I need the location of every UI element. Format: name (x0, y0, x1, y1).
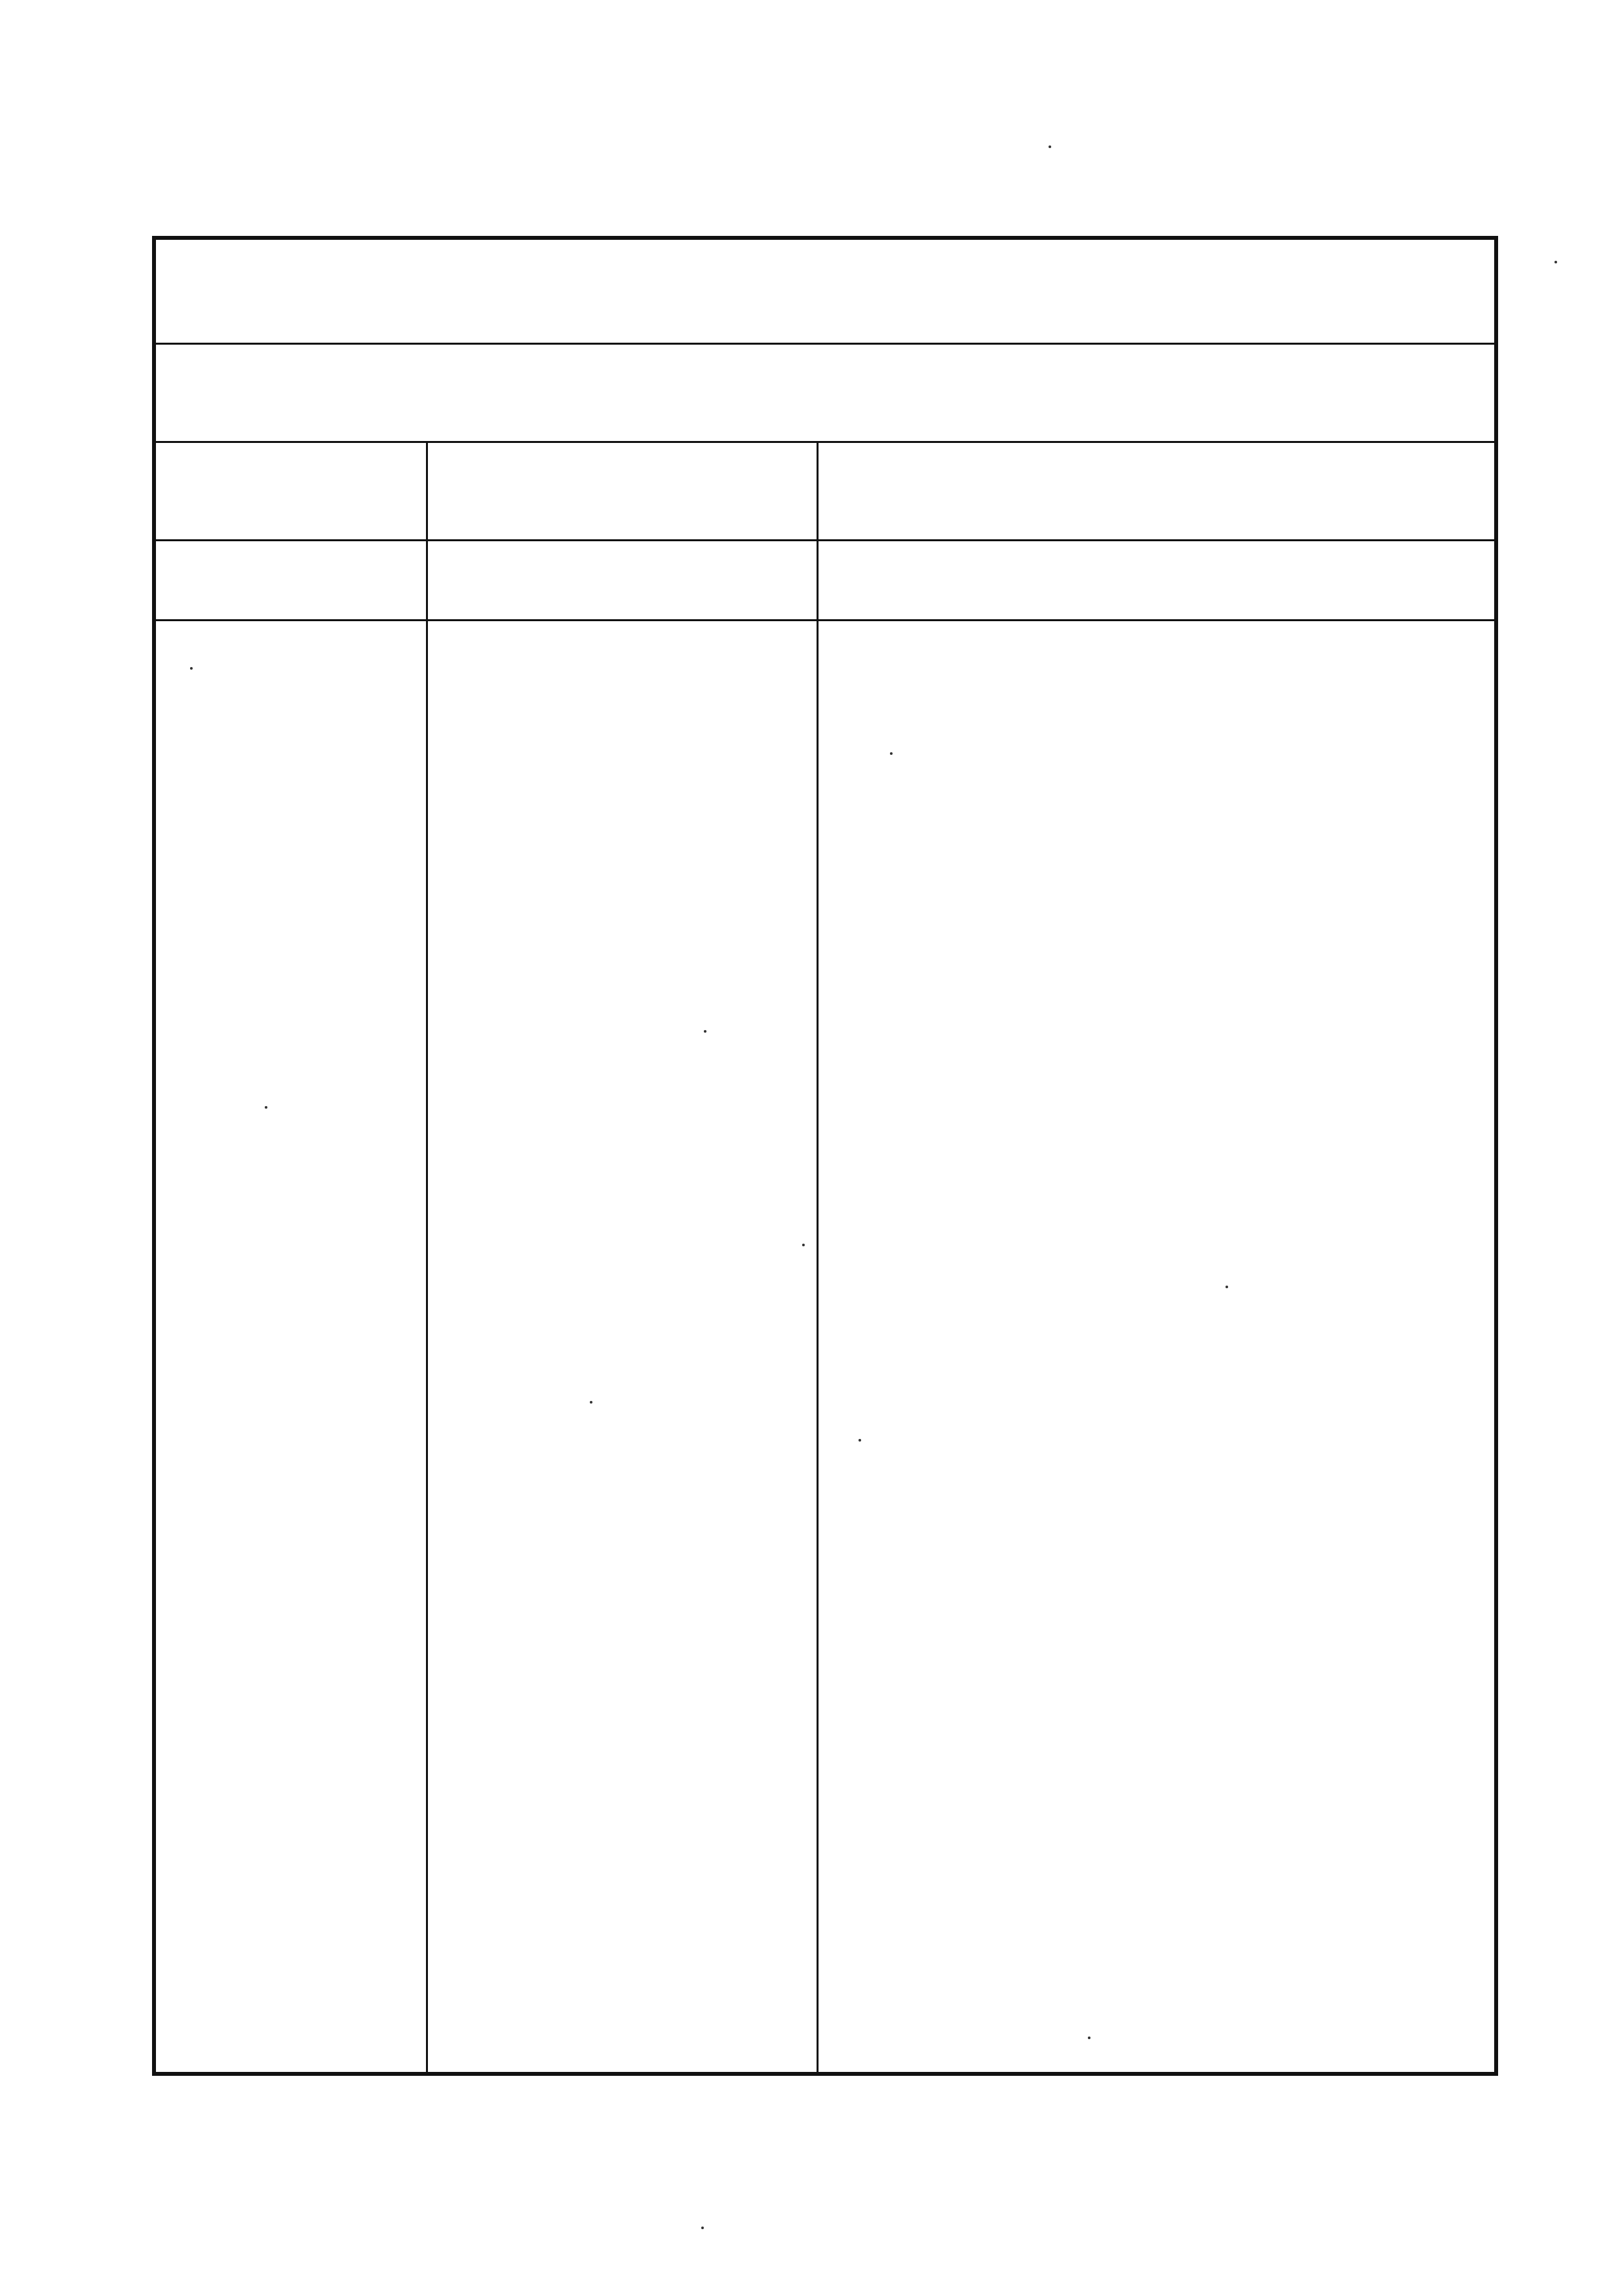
scan-speck (1554, 261, 1557, 263)
scan-speck (1088, 2037, 1090, 2039)
scan-speck (1225, 1286, 1228, 1288)
entry-change-content (823, 541, 1485, 619)
entry-change-item (161, 541, 423, 619)
form-title (156, 240, 1494, 345)
usage-permit-change-form (152, 236, 1498, 2076)
table-row-entry-1 (156, 541, 1494, 621)
scan-speck (704, 1030, 706, 1033)
section-title (156, 345, 1494, 443)
scan-speck (802, 1244, 805, 1246)
scan-speck (590, 1401, 592, 1404)
header-change-content (823, 443, 1489, 541)
scan-speck (265, 1106, 267, 1109)
column-divider-1 (426, 443, 428, 2072)
header-change-item (163, 443, 422, 541)
table-header-row (156, 443, 1494, 541)
header-approval-number (434, 443, 811, 541)
scan-speck (190, 667, 193, 670)
scan-speck (1049, 145, 1051, 148)
scan-speck (701, 2227, 704, 2229)
entry-approval-number (431, 541, 814, 619)
scan-speck (890, 752, 893, 755)
scan-speck (858, 1439, 861, 1442)
column-divider-2 (817, 443, 819, 2072)
